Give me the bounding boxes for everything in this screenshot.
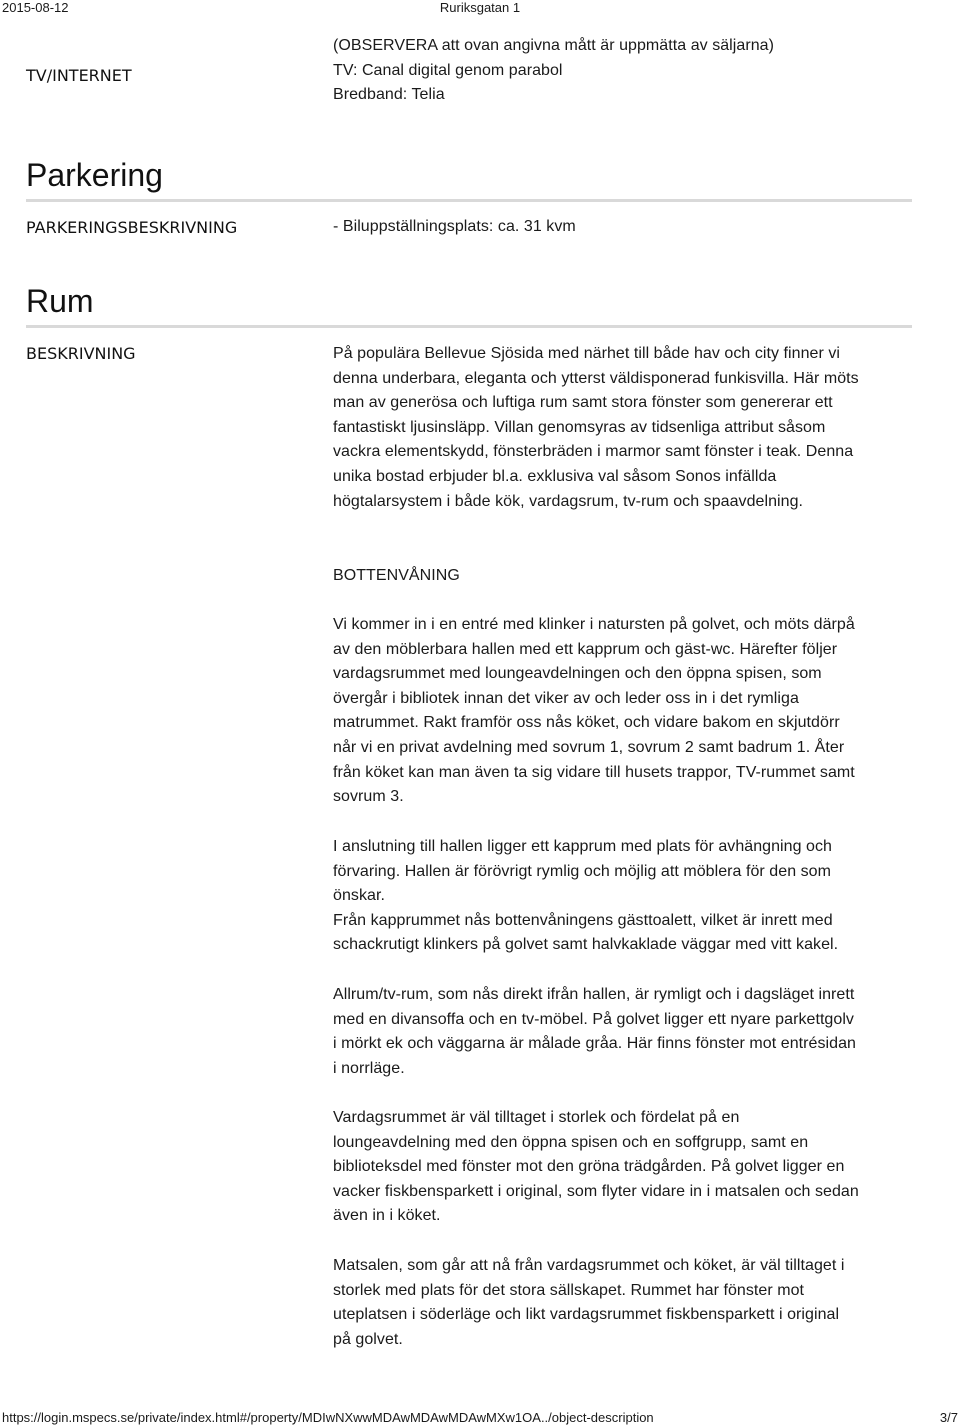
paragraph-1 <box>333 613 913 810</box>
parkering-label: PARKERINGSBESKRIVNING <box>26 218 238 237</box>
section-divider <box>26 199 912 202</box>
print-date: 2015-08-12 <box>2 0 69 15</box>
page-number: 3/7 <box>939 1410 958 1425</box>
text-line: önskar. <box>333 887 385 905</box>
text-line: med en divansoffa och en tv-möbel. På golvet ligger ett nyare parkettgolv <box>333 1010 854 1028</box>
text-line: från köket kan man även ta sig vidare till husets trappor, TV-rummet samt <box>333 763 855 781</box>
rum-description <box>333 342 913 514</box>
section-title-rum: Rum <box>26 283 94 319</box>
text-line: TV: Canal digital genom parabol <box>333 61 563 79</box>
text-line: i mörkt ek och väggarna är målade gråa. Här finns fönster mot entrésidan <box>333 1035 856 1053</box>
tv-internet-text <box>333 34 913 108</box>
text-line: i norrläge. <box>333 1059 405 1077</box>
text-line: Bredband: Telia <box>333 86 445 104</box>
text-line: denna underbara, eleganta och ytterst väldisponerad funkisvilla. Här möts <box>333 369 859 387</box>
text-line: vardagsrummet med loungeavdelningen och den öppna spisen, som <box>333 665 822 683</box>
page-footer <box>0 1410 960 1426</box>
text-line: uteplatsen i söderläge och likt vardagsrummet fiskbensparkett i original <box>333 1306 840 1324</box>
text-line: når vi en privat avdelning med sovrum 1, sovrum 2 samt badrum 1. Åter <box>333 738 845 756</box>
text-line: unika bostad erbjuder bl.a. exklusiva val såsom Sonos infällda <box>333 467 777 485</box>
text-line: - Biluppställningsplats: ca. 31 kvm <box>333 218 576 235</box>
text-line: matrummet. Rakt framför oss nås köket, och vidare bakom en skjutdörr <box>333 714 840 732</box>
text-line: Från kapprummet nås bottenvåningens gästtoalett, vilket är inrett med <box>333 911 833 929</box>
text-line: på golvet. <box>333 1330 403 1348</box>
subheading-bottenvaning <box>333 564 913 589</box>
text-line: Vardagsrummet är väl tilltaget i storlek och fördelat på en <box>333 1109 740 1126</box>
text-line: BOTTENVÅNING <box>333 567 460 584</box>
text-line: övergår i bibliotek innan det viker av och leder oss in i det rymliga <box>333 689 799 707</box>
page-url: https://login.mspecs.se/private/index.html#/property/MDIwNXwwMDAwMDAwMDAwMXw1OA../object-description <box>2 1410 654 1425</box>
text-line: högtalarsystem i både kök, vardagsrum, tv-rum och spaavdelning. <box>333 492 804 510</box>
text-line: sovrum 3. <box>333 788 404 806</box>
text-line: Vi kommer in i en entré med klinker i natursten på golvet, och möts därpå <box>333 616 855 633</box>
text-line: man av generösa och luftiga rum samt stora fönster som genererar ett <box>333 394 833 412</box>
text-line: schackrutigt klinkers på golvet samt halvkaklade väggar med vitt kakel. <box>333 936 839 954</box>
text-line: även in i köket. <box>333 1207 441 1225</box>
text-line: vackra elementskydd, fönsterbräden i marmor samt fönster i teak. Denna <box>333 443 854 461</box>
paragraph-2 <box>333 835 913 958</box>
beskrivning-label: BESKRIVNING <box>26 344 136 363</box>
paragraph-4 <box>333 1106 913 1229</box>
section-divider <box>26 325 912 328</box>
text-line: biblioteksdel med fönster mot den gröna trädgården. På golvet ligger en <box>333 1158 845 1176</box>
paragraph-3 <box>333 983 913 1081</box>
page-header <box>0 0 960 16</box>
document-title: Ruriksgatan 1 <box>439 0 521 15</box>
text-line: På populära Bellevue Sjösida med närhet till både hav och city finner vi <box>333 345 841 362</box>
text-line: storlek med plats för det stora sällskapet. Rummet har fönster mot <box>333 1281 805 1299</box>
text-line: vacker fiskbensparkett i original, som flyter vidare in i matsalen och sedan <box>333 1182 859 1200</box>
tv-internet-label: TV/INTERNET <box>26 66 132 85</box>
paragraph-5 <box>333 1254 913 1352</box>
text-line: loungeavdelning med den öppna spisen och en soffgrupp, samt en <box>333 1133 809 1151</box>
text-line: Matsalen, som går att nå från vardagsrummet och köket, är väl tilltaget i <box>333 1257 845 1274</box>
text-line: av den möblerbara hallen med ett kapprum och gäst-wc. Härefter följer <box>333 640 838 658</box>
text-line: Allrum/tv-rum, som nås direkt ifrån hallen, är rymligt och i dagsläget inrett <box>333 986 855 1003</box>
section-title-parkering: Parkering <box>26 157 163 193</box>
text-line: fantastiskt ljusinsläpp. Villan genomsyras av tidsenliga attribut såsom <box>333 418 826 436</box>
text-line: (OBSERVERA att ovan angivna mått är uppmätta av säljarna) <box>333 37 774 54</box>
text-line: I anslutning till hallen ligger ett kapprum med plats för avhängning och <box>333 838 833 855</box>
text-line: förvaring. Hallen är förövrigt rymlig och möjlig att möblera för den som <box>333 862 832 880</box>
parkering-text <box>333 215 913 240</box>
